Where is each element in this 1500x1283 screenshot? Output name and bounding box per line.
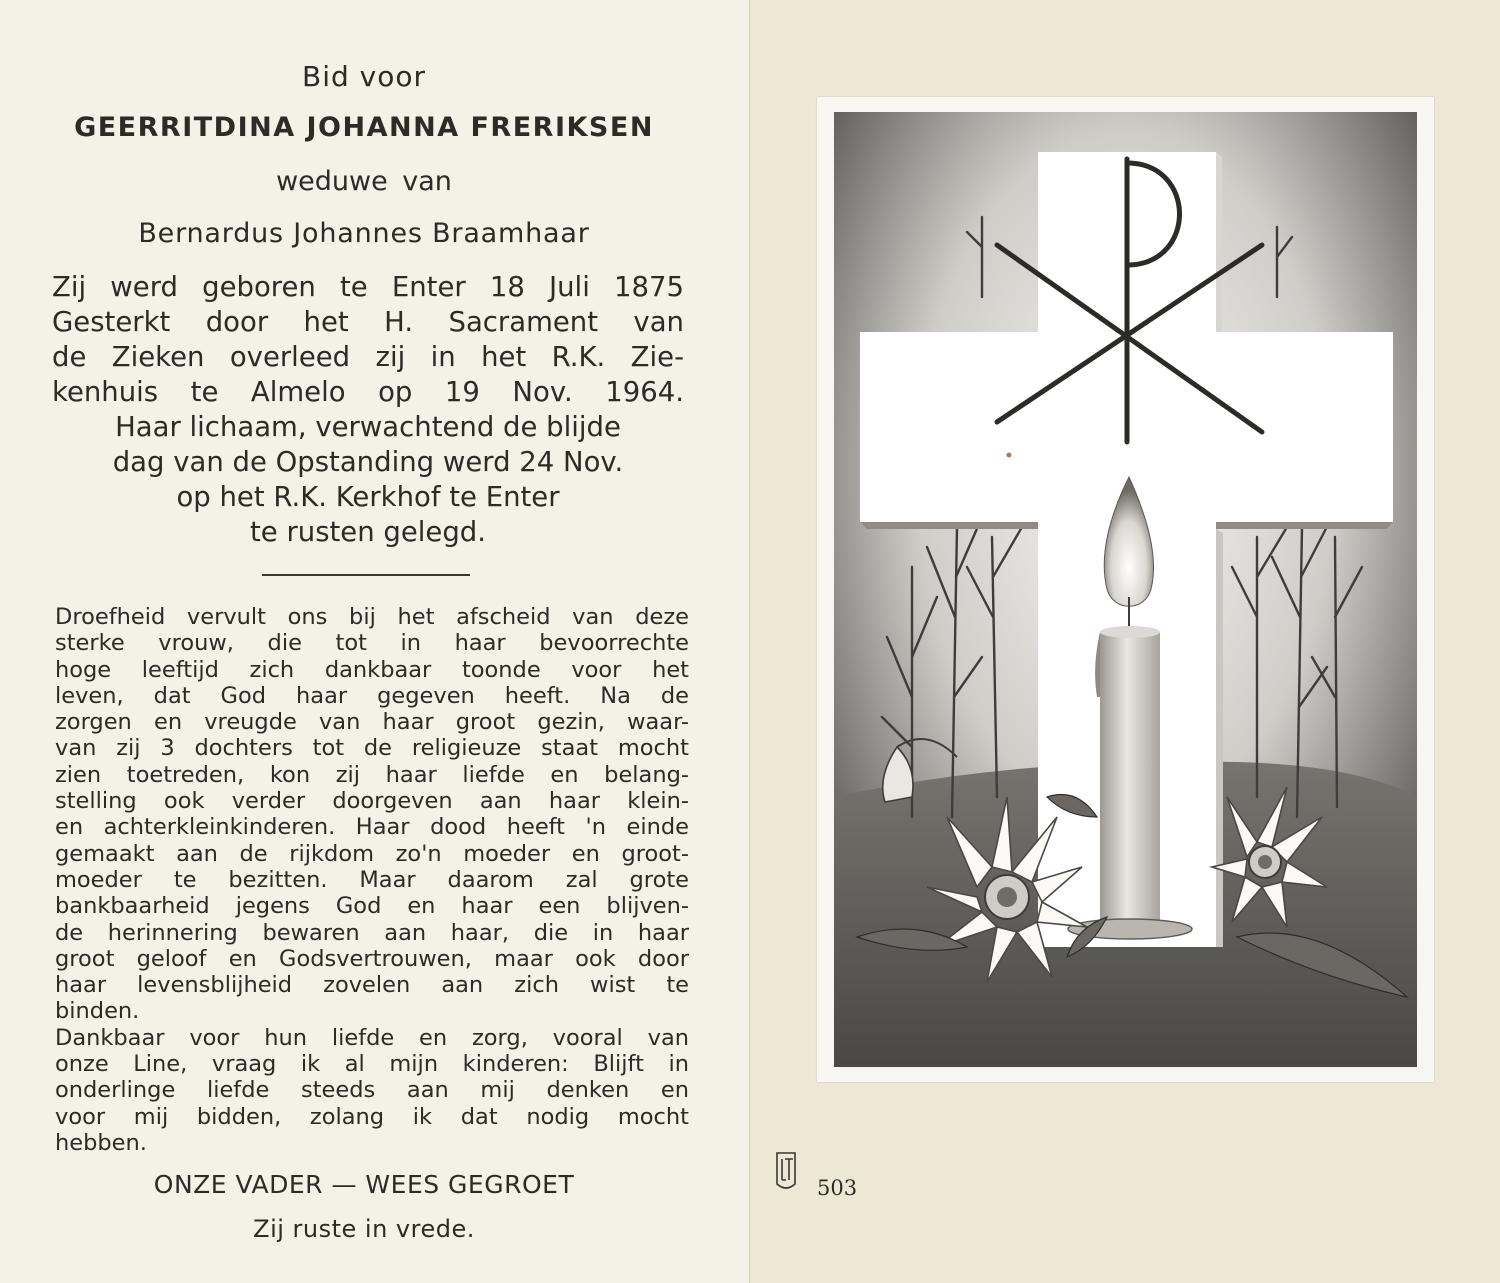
biography — [52, 270, 684, 550]
farewell-message — [55, 604, 689, 1156]
message-line: hoge leeftijd zich dankbaar toonde voor het — [55, 656, 689, 683]
bio-line: kenhuis te Almelo op 19 Nov. 1964. — [52, 376, 684, 408]
message-line: voor mij bidden, zolang ik dat nodig mocht — [55, 1103, 689, 1130]
bio-line: op het R.K. Kerkhof te Enter — [176, 481, 560, 513]
bio-line: de Zieken overleed zij in het R.K. Zie- — [52, 341, 684, 373]
bio-line: te rusten gelegd. — [250, 516, 486, 548]
cross-illustration — [817, 97, 1434, 1082]
message-line: moeder te bezitten. Maar daarom zal grote — [55, 866, 689, 893]
card-number: 503 — [817, 1176, 858, 1200]
message-line: zien toetreden, kon zij haar liefde en belang- — [55, 761, 689, 788]
message-line: groot geloof en Godsvertrouwen, maar ook door — [55, 945, 689, 972]
publisher-logo — [774, 1150, 798, 1194]
prayers-line: ONZE VADER — WEES GEGROET — [153, 1170, 575, 1199]
message-line: zorgen en vreugde van haar groot gezin, waar- — [55, 709, 689, 736]
divider — [262, 574, 470, 576]
widow-of-label: weduwe van — [276, 166, 452, 197]
message-line: leven, dat God haar gegeven heeft. Na de — [55, 682, 689, 709]
message-line: onderlinge liefde steeds aan mij denken en — [55, 1077, 689, 1104]
deceased-name: GEERRITDINA JOHANNA FRERIKSEN — [74, 112, 654, 143]
bio-line: dag van de Opstanding werd 24 Nov. — [112, 446, 624, 478]
message-line: hebben. — [55, 1129, 147, 1156]
bio-line: Zij werd geboren te Enter 18 Juli 1875 — [52, 271, 684, 303]
message-line: en achterkleinkinderen. Haar dood heeft 'n einde — [55, 814, 689, 841]
message-line: Dankbaar voor hun liefde en zorg, vooral van — [55, 1024, 689, 1051]
message-line: haar levensblijheid zovelen aan zich wist te — [55, 972, 689, 999]
bid-voor-heading: Bid voor — [301, 60, 426, 93]
message-line: sterke vrouw, die tot in haar bevoorrechte — [55, 630, 689, 657]
message-line: gemaakt aan de rijkdom zo'n moeder en groot- — [55, 840, 689, 867]
message-line: stelling ook verder doorgeven aan haar klein- — [55, 788, 689, 815]
message-line: de herinnering bewaren aan haar, die in haar — [55, 919, 689, 946]
bio-line: Gesterkt door het H. Sacrament van — [52, 306, 684, 338]
picture-panel — [750, 0, 1500, 1283]
message-line: van zij 3 dochters tot de religieuze staat mocht — [55, 735, 689, 762]
message-line: binden. — [55, 998, 140, 1025]
message-line: onze Line, vraag ik al mijn kinderen: Blijft in — [55, 1051, 689, 1078]
message-line: Droefheid vervult ons bij het afscheid van deze — [55, 604, 689, 630]
bio-line: Haar lichaam, verwachtend de blijde — [115, 411, 621, 443]
message-line: bankbaarheid jegens God en haar een blijven- — [55, 893, 689, 920]
husband-name: Bernardus Johannes Braamhaar — [138, 218, 590, 249]
rest-in-peace-line: Zij ruste in vrede. — [253, 1215, 475, 1243]
